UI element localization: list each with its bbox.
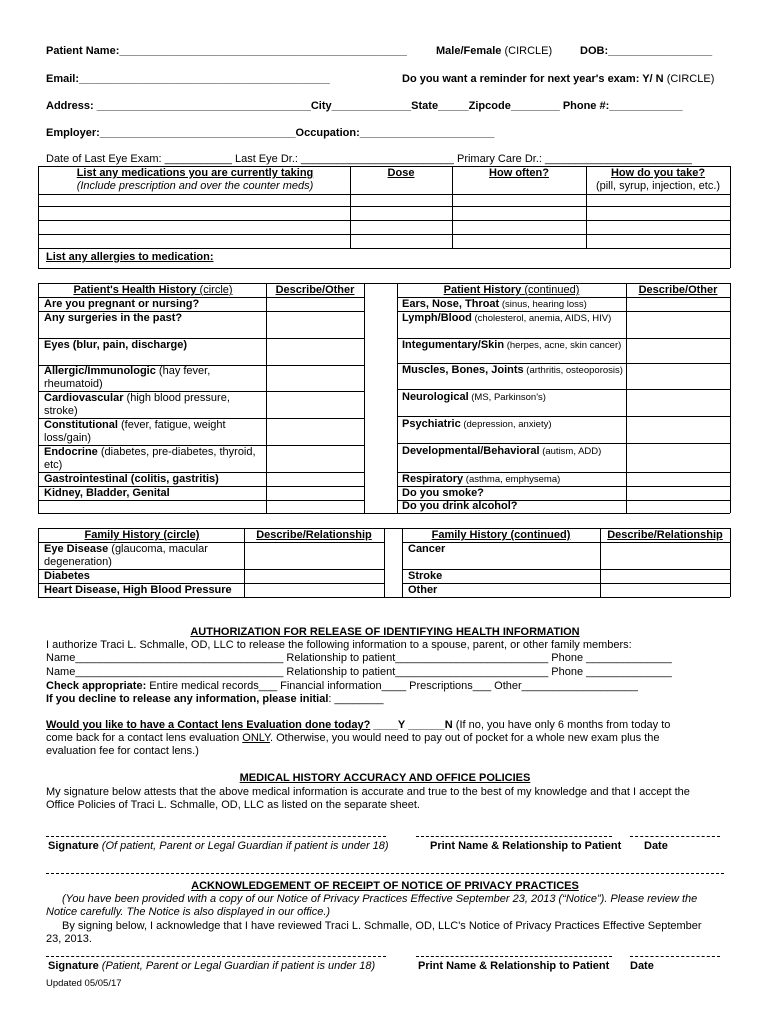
history-item[interactable] <box>402 487 624 500</box>
history-item[interactable] <box>402 391 624 404</box>
address-line[interactable]: Address: ___________________________________City_____________State_____Zipcode________ Phone #:____________ <box>46 100 683 112</box>
check-appropriate-label: Check appropriate: <box>46 680 147 692</box>
privacy-signature-caption <box>48 960 375 973</box>
how-take-col-title: How do you take? <box>610 167 706 179</box>
health-history-header <box>40 284 266 297</box>
authorization-intro: I authorize Traci L. Schmalle, OD, LLC to release the following information to a spouse, parent, or other family members: <box>46 639 632 651</box>
history-item[interactable] <box>402 500 624 513</box>
family-item-label: Cancer <box>408 543 446 555</box>
history-item[interactable] <box>402 298 624 311</box>
history-item[interactable] <box>44 473 264 486</box>
decline-blank: : ________ <box>328 693 384 705</box>
history-item-note: (herpes, acne, skin cancer) <box>504 340 622 351</box>
reminder-field[interactable] <box>402 73 714 86</box>
history-item-note: (diabetes, pre-diabetes, thyroid, etc) <box>44 446 256 471</box>
contact-lens-yn: ____Y ______N <box>370 719 453 731</box>
history-item-note: (asthma, emphysema) <box>463 474 561 485</box>
date-caption: Date <box>644 840 668 852</box>
history-item-label: Do you drink alcohol? <box>402 500 518 512</box>
history-item[interactable] <box>402 312 624 325</box>
history-item-label: Developmental/Behavioral <box>402 445 540 457</box>
history-item[interactable] <box>44 298 264 311</box>
patient-name-field[interactable]: Patient Name:_______________________________________________ <box>46 45 407 57</box>
last-exam-line[interactable]: Date of Last Eye Exam: ___________ Last Eye Dr.: _________________________ Primary Care Dr.: ________________________ <box>46 153 692 165</box>
history-item-label: Integumentary/Skin <box>402 339 505 351</box>
history-item-label: Endocrine <box>44 446 98 458</box>
privacy-signature-note: (Patient, Parent or Legal Guardian if patient is under 18) <box>101 960 376 972</box>
history-item[interactable] <box>44 312 264 325</box>
history-item-label: Are you pregnant or nursing? <box>44 298 200 310</box>
history-item-note: (autism, ADD) <box>539 446 602 457</box>
reminder-circle-note: (CIRCLE) <box>666 73 715 85</box>
privacy-print-name-line[interactable] <box>416 956 612 957</box>
health-history-note: (circle) <box>199 284 233 296</box>
family-item[interactable] <box>44 570 240 583</box>
authorization-title: AUTHORIZATION FOR RELEASE OF IDENTIFYING HEALTH INFORMATION <box>190 626 580 638</box>
history-item[interactable] <box>44 392 264 418</box>
family-item[interactable] <box>408 584 598 597</box>
allergies-label[interactable]: List any allergies to medication: <box>46 251 214 263</box>
privacy-signature-line[interactable] <box>46 956 386 957</box>
signature-caption <box>48 840 389 853</box>
history-item[interactable] <box>402 364 624 377</box>
sex-field[interactable] <box>436 45 552 58</box>
medications-col-subtitle: (Include prescription and over the counter meds) <box>76 180 314 192</box>
privacy-ack-1: By signing below, I acknowledge that I have reviewed Traci L. Schmalle, OD, LLC's Notice of Privacy Practices Effective September <box>62 920 702 932</box>
history-item-label: Constitutional <box>44 419 118 431</box>
history-item-label: Kidney, Bladder, Genital <box>44 487 170 499</box>
policies-title: MEDICAL HISTORY ACCURACY AND OFFICE POLICIES <box>239 772 531 784</box>
history-item-label: Respiratory <box>402 473 464 485</box>
email-field[interactable]: Email:_________________________________________ <box>46 73 330 85</box>
history-item[interactable] <box>402 418 624 431</box>
family-item[interactable] <box>408 570 598 583</box>
release-check-line[interactable] <box>46 680 638 693</box>
history-item-label: Neurological <box>402 391 469 403</box>
history-item-label: Ears, Nose, Throat <box>402 298 500 310</box>
release-name-line-1[interactable]: Name__________________________________ Relationship to patient_________________________ Phone ______________ <box>46 652 672 664</box>
family-item-label: Stroke <box>408 570 443 582</box>
employer-line[interactable]: Employer:________________________________Occupation:______________________ <box>46 127 495 139</box>
signature-line[interactable] <box>46 836 386 837</box>
family-item[interactable] <box>44 584 244 597</box>
contact-lens-line-2 <box>46 732 660 745</box>
contact-lens-question[interactable] <box>46 719 670 732</box>
family-item[interactable] <box>408 543 598 556</box>
family-describe-header-right: Describe/Relationship <box>607 529 723 541</box>
history-item[interactable] <box>44 446 264 472</box>
history-item[interactable] <box>44 487 264 500</box>
dose-col-title: Dose <box>387 167 415 179</box>
decline-label: If you decline to release any information, please initial <box>46 693 329 705</box>
dob-field[interactable]: DOB:_________________ <box>580 45 713 57</box>
print-name-caption: Print Name & Relationship to Patient <box>430 840 622 852</box>
history-item[interactable] <box>402 339 624 352</box>
history-item-note: (hay fever, rheumatoid) <box>44 365 211 390</box>
contact-lens-note: (If no, you have only 6 months from today to <box>452 719 671 731</box>
family-item[interactable] <box>44 543 240 569</box>
privacy-ack-2: 23, 2013. <box>46 933 92 945</box>
history-item[interactable] <box>402 473 624 486</box>
family-item-label: Eye Disease <box>44 543 109 555</box>
family-history-header: Family History (circle) <box>84 529 200 541</box>
history-item-label: Do you smoke? <box>402 487 484 499</box>
history-item[interactable] <box>44 365 264 391</box>
contact-lens-text-a: come back for a contact lens evaluation <box>46 732 243 744</box>
history-item[interactable] <box>44 339 264 352</box>
history-item-label: Allergic/Immunologic <box>44 365 156 377</box>
privacy-italic-1: (You have been provided with a copy of our Notice of Privacy Practices Effective September 23, 2013 (“Notice”). Please review the <box>62 893 698 905</box>
privacy-title: ACKNOWLEDGEMENT OF RECEIPT OF NOTICE OF PRIVACY PRACTICES <box>191 880 579 892</box>
policies-text-1: My signature below attests that the above medical information is accurate and true to the best of my knowledge and that I accept the <box>46 786 690 798</box>
medications-col-title: List any medications you are currently taking <box>76 167 314 179</box>
history-item-label: Psychiatric <box>402 418 461 430</box>
health-continued-note: (continued) <box>524 284 580 296</box>
check-options: Entire medical records___ Financial information____ Prescriptions___ Other___________________ <box>146 680 638 692</box>
male-female-label: Male/Female <box>436 45 502 57</box>
date-line[interactable] <box>630 836 720 837</box>
history-item-note: (MS, Parkinson's) <box>468 392 546 403</box>
family-continued-header: Family History (continued) <box>431 529 571 541</box>
signature-label: Signature <box>48 840 99 852</box>
privacy-italic-2: Notice carefully. The Notice is also displayed in our office.) <box>46 906 331 918</box>
history-item-label: Eyes (blur, pain, discharge) <box>44 339 188 351</box>
privacy-print-name-caption: Print Name & Relationship to Patient <box>418 960 610 972</box>
circle-note: (CIRCLE) <box>504 45 553 57</box>
history-item-label: Cardiovascular <box>44 392 124 404</box>
history-item-label: Any surgeries in the past? <box>44 312 183 324</box>
reminder-question: Do you want a reminder for next year's exam: Y/ N <box>402 73 664 85</box>
history-item-note: (sinus, hearing loss) <box>499 299 587 310</box>
release-name-line-2[interactable]: Name__________________________________ Relationship to patient_________________________ Phone ______________ <box>46 666 672 678</box>
policies-text-2: Office Policies of Traci L. Schmalle, OD, LLC as listed on the separate sheet. <box>46 799 420 811</box>
updated-date: Updated 05/05/17 <box>46 978 122 989</box>
signature-note: (Of patient, Parent or Legal Guardian if patient is under 18) <box>101 840 389 852</box>
privacy-signature-label: Signature <box>48 960 99 972</box>
history-item-label: Gastrointestinal (colitis, gastritis) <box>44 473 219 485</box>
decline-initial-line[interactable] <box>46 693 383 706</box>
health-history-title: Patient's Health History <box>73 284 197 296</box>
health-continued-header <box>397 284 626 297</box>
history-item-note: (high blood pressure, stroke) <box>44 392 230 417</box>
health-describe-header-right: Describe/Other <box>638 284 718 296</box>
history-item-label: Lymph/Blood <box>402 312 472 324</box>
history-item-note: (fever, fatigue, weight loss/gain) <box>44 419 226 444</box>
only-emphasis: ONLY <box>242 732 271 744</box>
how-often-col-title: How often? <box>489 167 549 179</box>
health-describe-header: Describe/Other <box>275 284 355 296</box>
history-item[interactable] <box>44 419 264 445</box>
section-separator <box>46 873 724 874</box>
contact-lens-line-3: evaluation fee for contact lens.) <box>46 745 199 757</box>
history-item-note: (cholesterol, anemia, AIDS, HIV) <box>471 313 612 324</box>
history-item-note: (arthritis, osteoporosis) <box>523 365 623 376</box>
contact-lens-text-b: . Otherwise, you would need to pay out of pocket for a whole new exam plus the <box>270 732 660 744</box>
family-describe-header: Describe/Relationship <box>256 529 372 541</box>
how-take-col-subtitle: (pill, syrup, injection, etc.) <box>595 180 721 192</box>
privacy-date-caption: Date <box>630 960 654 972</box>
family-item-label: Other <box>408 584 438 596</box>
privacy-date-line[interactable] <box>630 956 720 957</box>
contact-lens-question-text: Would you like to have a Contact lens Evaluation done today? <box>46 719 371 731</box>
family-item-note: (glaucoma, macular degeneration) <box>44 543 208 568</box>
history-item-label: Muscles, Bones, Joints <box>402 364 524 376</box>
family-item-label: Diabetes <box>44 570 90 582</box>
history-item-note: (depression, anxiety) <box>460 419 552 430</box>
family-item-label: Heart Disease, High Blood Pressure <box>44 584 232 596</box>
history-item[interactable] <box>402 445 624 458</box>
health-continued-title: Patient History <box>443 284 522 296</box>
print-name-line[interactable] <box>416 836 612 837</box>
